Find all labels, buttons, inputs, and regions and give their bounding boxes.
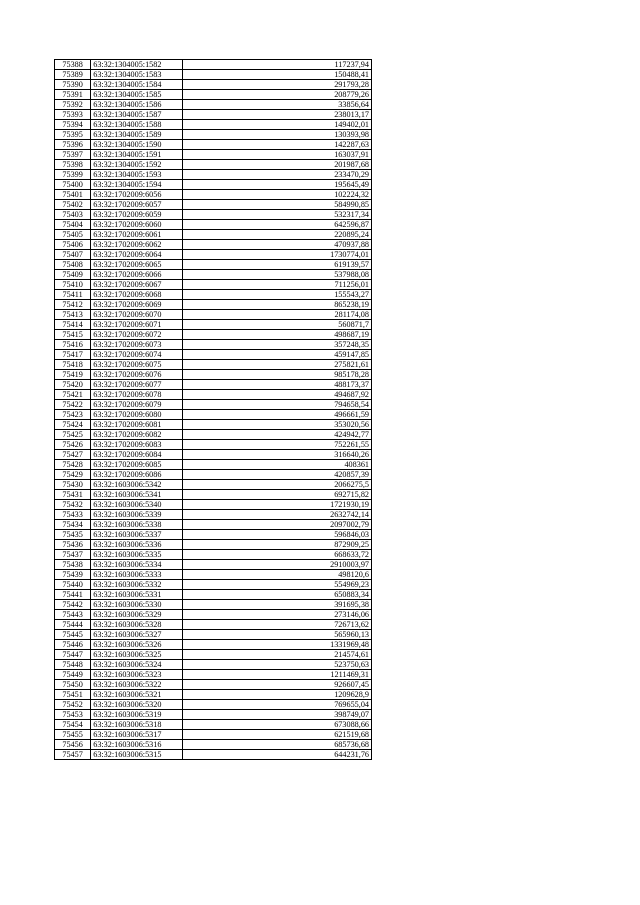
value-cell: 1730774,01 — [182, 250, 371, 260]
cadastral-number-cell: 63:32:1304005:1591 — [91, 150, 183, 160]
value-cell: 769655,04 — [182, 700, 371, 710]
value-cell: 408361 — [182, 460, 371, 470]
cadastral-number-cell: 63:32:1603006:5328 — [91, 620, 183, 630]
value-cell: 33856,64 — [182, 100, 371, 110]
cadastral-number-cell: 63:32:1603006:5333 — [91, 570, 183, 580]
row-number-cell: 75405 — [55, 230, 91, 240]
row-number-cell: 75429 — [55, 470, 91, 480]
value-cell: 642596,87 — [182, 220, 371, 230]
cadastral-number-cell: 63:32:1702009:6068 — [91, 290, 183, 300]
cadastral-number-cell: 63:32:1603006:5321 — [91, 690, 183, 700]
row-number-cell: 75432 — [55, 500, 91, 510]
table-row — [55, 730, 372, 740]
table-row — [55, 60, 372, 70]
cadastral-number-cell: 63:32:1702009:6066 — [91, 270, 183, 280]
cadastral-number-cell: 63:32:1702009:6065 — [91, 260, 183, 270]
cadastral-number-cell: 63:32:1603006:5335 — [91, 550, 183, 560]
row-number-cell: 75391 — [55, 90, 91, 100]
table-row — [55, 340, 372, 350]
table-row — [55, 660, 372, 670]
table-row — [55, 610, 372, 620]
table-row — [55, 460, 372, 470]
row-number-cell: 75389 — [55, 70, 91, 80]
cadastral-number-cell: 63:32:1603006:5341 — [91, 490, 183, 500]
row-number-cell: 75394 — [55, 120, 91, 130]
table-row — [55, 360, 372, 370]
table-row — [55, 410, 372, 420]
row-number-cell: 75453 — [55, 710, 91, 720]
cadastral-number-cell: 63:32:1702009:6069 — [91, 300, 183, 310]
table-row — [55, 530, 372, 540]
value-cell: 163037,91 — [182, 150, 371, 160]
value-cell: 238013,17 — [182, 110, 371, 120]
value-cell: 1209628,9 — [182, 690, 371, 700]
value-cell: 692715,82 — [182, 490, 371, 500]
value-cell: 130393,98 — [182, 130, 371, 140]
table-row — [55, 450, 372, 460]
row-number-cell: 75451 — [55, 690, 91, 700]
cadastral-number-cell: 63:32:1603006:5326 — [91, 640, 183, 650]
cadastral-number-cell: 63:32:1603006:5315 — [91, 750, 183, 760]
table-row — [55, 750, 372, 760]
table-row — [55, 230, 372, 240]
table-row — [55, 320, 372, 330]
value-cell: 357248,35 — [182, 340, 371, 350]
cadastral-number-cell: 63:32:1304005:1585 — [91, 90, 183, 100]
cadastral-number-cell: 63:32:1702009:6082 — [91, 430, 183, 440]
value-cell: 424942,77 — [182, 430, 371, 440]
cadastral-number-cell: 63:32:1603006:5332 — [91, 580, 183, 590]
cadastral-number-cell: 63:32:1702009:6070 — [91, 310, 183, 320]
table-row — [55, 120, 372, 130]
row-number-cell: 75403 — [55, 210, 91, 220]
row-number-cell: 75448 — [55, 660, 91, 670]
value-cell: 316640,26 — [182, 450, 371, 460]
table-row — [55, 280, 372, 290]
row-number-cell: 75416 — [55, 340, 91, 350]
row-number-cell: 75422 — [55, 400, 91, 410]
row-number-cell: 75444 — [55, 620, 91, 630]
table-row — [55, 170, 372, 180]
row-number-cell: 75446 — [55, 640, 91, 650]
value-cell: 794658,54 — [182, 400, 371, 410]
row-number-cell: 75438 — [55, 560, 91, 570]
row-number-cell: 75413 — [55, 310, 91, 320]
cadastral-number-cell: 63:32:1603006:5320 — [91, 700, 183, 710]
table-row — [55, 400, 372, 410]
row-number-cell: 75436 — [55, 540, 91, 550]
table-row — [55, 260, 372, 270]
cadastral-number-cell: 63:32:1603006:5340 — [91, 500, 183, 510]
value-cell: 926607,45 — [182, 680, 371, 690]
row-number-cell: 75401 — [55, 190, 91, 200]
row-number-cell: 75418 — [55, 360, 91, 370]
value-cell: 711256,01 — [182, 280, 371, 290]
row-number-cell: 75417 — [55, 350, 91, 360]
value-cell: 2910003,97 — [182, 560, 371, 570]
value-cell: 644231,76 — [182, 750, 371, 760]
value-cell: 220895,24 — [182, 230, 371, 240]
value-cell: 498120,6 — [182, 570, 371, 580]
row-number-cell: 75396 — [55, 140, 91, 150]
cadastral-number-cell: 63:32:1702009:6084 — [91, 450, 183, 460]
cadastral-number-cell: 63:32:1603006:5316 — [91, 740, 183, 750]
table-row — [55, 720, 372, 730]
table-row — [55, 140, 372, 150]
value-cell: 2066275,5 — [182, 480, 371, 490]
table-row — [55, 150, 372, 160]
table-row — [55, 220, 372, 230]
table-row — [55, 670, 372, 680]
table-row — [55, 740, 372, 750]
row-number-cell: 75437 — [55, 550, 91, 560]
value-cell: 2632742,14 — [182, 510, 371, 520]
value-cell: 275821,61 — [182, 360, 371, 370]
table-row — [55, 600, 372, 610]
value-cell: 865238,19 — [182, 300, 371, 310]
cadastral-number-cell: 63:32:1702009:6071 — [91, 320, 183, 330]
value-cell: 668633,72 — [182, 550, 371, 560]
row-number-cell: 75450 — [55, 680, 91, 690]
row-number-cell: 75430 — [55, 480, 91, 490]
table-row — [55, 110, 372, 120]
row-number-cell: 75455 — [55, 730, 91, 740]
table-row — [55, 190, 372, 200]
cadastral-number-cell: 63:32:1702009:6078 — [91, 390, 183, 400]
cadastral-number-cell: 63:32:1702009:6062 — [91, 240, 183, 250]
value-cell: 584990,85 — [182, 200, 371, 210]
table-row — [55, 630, 372, 640]
cadastral-number-cell: 63:32:1304005:1592 — [91, 160, 183, 170]
table-row — [55, 710, 372, 720]
table-row — [55, 470, 372, 480]
value-cell: 420857,39 — [182, 470, 371, 480]
cadastral-number-cell: 63:32:1702009:6060 — [91, 220, 183, 230]
row-number-cell: 75419 — [55, 370, 91, 380]
table-row — [55, 430, 372, 440]
table-row — [55, 680, 372, 690]
value-cell: 470937,88 — [182, 240, 371, 250]
row-number-cell: 75441 — [55, 590, 91, 600]
table-row — [55, 240, 372, 250]
value-cell: 685736,68 — [182, 740, 371, 750]
cadastral-number-cell: 63:32:1702009:6075 — [91, 360, 183, 370]
row-number-cell: 75408 — [55, 260, 91, 270]
table-row — [55, 590, 372, 600]
value-cell: 726713,62 — [182, 620, 371, 630]
cadastral-number-cell: 63:32:1702009:6074 — [91, 350, 183, 360]
value-cell: 673088,66 — [182, 720, 371, 730]
row-number-cell: 75439 — [55, 570, 91, 580]
cadastral-number-cell: 63:32:1603006:5331 — [91, 590, 183, 600]
row-number-cell: 75440 — [55, 580, 91, 590]
table-row — [55, 550, 372, 560]
cadastral-number-cell: 63:32:1603006:5318 — [91, 720, 183, 730]
cadastral-number-cell: 63:32:1304005:1586 — [91, 100, 183, 110]
table-row — [55, 300, 372, 310]
row-number-cell: 75431 — [55, 490, 91, 500]
table-body — [55, 60, 372, 760]
row-number-cell: 75402 — [55, 200, 91, 210]
cadastral-number-cell: 63:32:1304005:1587 — [91, 110, 183, 120]
row-number-cell: 75452 — [55, 700, 91, 710]
cadastral-number-cell: 63:32:1702009:6077 — [91, 380, 183, 390]
value-cell: 391695,38 — [182, 600, 371, 610]
cadastral-number-cell: 63:32:1603006:5325 — [91, 650, 183, 660]
value-cell: 1721930,19 — [182, 500, 371, 510]
value-cell: 565960,13 — [182, 630, 371, 640]
cadastral-number-cell: 63:32:1304005:1590 — [91, 140, 183, 150]
table-row — [55, 130, 372, 140]
cadastral-number-cell: 63:32:1702009:6076 — [91, 370, 183, 380]
table-row — [55, 520, 372, 530]
table-row — [55, 180, 372, 190]
row-number-cell: 75393 — [55, 110, 91, 120]
table-row — [55, 570, 372, 580]
table-row — [55, 620, 372, 630]
table-row — [55, 390, 372, 400]
table-row — [55, 100, 372, 110]
row-number-cell: 75392 — [55, 100, 91, 110]
table-row — [55, 200, 372, 210]
row-number-cell: 75420 — [55, 380, 91, 390]
cadastral-number-cell: 63:32:1603006:5324 — [91, 660, 183, 670]
value-cell: 398749,07 — [182, 710, 371, 720]
value-cell: 488173,37 — [182, 380, 371, 390]
value-cell: 650883,34 — [182, 590, 371, 600]
table-row — [55, 350, 372, 360]
value-cell: 1331969,48 — [182, 640, 371, 650]
table-row — [55, 330, 372, 340]
cadastral-number-cell: 63:32:1603006:5322 — [91, 680, 183, 690]
cadastral-number-cell: 63:32:1702009:6061 — [91, 230, 183, 240]
cadastral-number-cell: 63:32:1702009:6073 — [91, 340, 183, 350]
table-row — [55, 420, 372, 430]
table-row — [55, 250, 372, 260]
cadastral-number-cell: 63:32:1304005:1583 — [91, 70, 183, 80]
table-row — [55, 510, 372, 520]
value-cell: 621519,68 — [182, 730, 371, 740]
cadastral-number-cell: 63:32:1702009:6086 — [91, 470, 183, 480]
value-cell: 155543,27 — [182, 290, 371, 300]
table-row — [55, 490, 372, 500]
cadastral-number-cell: 63:32:1603006:5337 — [91, 530, 183, 540]
table-row — [55, 160, 372, 170]
row-number-cell: 75433 — [55, 510, 91, 520]
cadastral-number-cell: 63:32:1603006:5329 — [91, 610, 183, 620]
table-row — [55, 310, 372, 320]
cadastral-number-cell: 63:32:1603006:5327 — [91, 630, 183, 640]
value-cell: 459147,85 — [182, 350, 371, 360]
value-cell: 496661,59 — [182, 410, 371, 420]
cadastral-number-cell: 63:32:1304005:1593 — [91, 170, 183, 180]
row-number-cell: 75456 — [55, 740, 91, 750]
table-row — [55, 700, 372, 710]
value-cell: 291793,28 — [182, 80, 371, 90]
table-row — [55, 90, 372, 100]
row-number-cell: 75397 — [55, 150, 91, 160]
row-number-cell: 75414 — [55, 320, 91, 330]
value-cell: 353020,56 — [182, 420, 371, 430]
row-number-cell: 75398 — [55, 160, 91, 170]
cadastral-number-cell: 63:32:1702009:6059 — [91, 210, 183, 220]
row-number-cell: 75428 — [55, 460, 91, 470]
value-cell: 195645,49 — [182, 180, 371, 190]
table-row — [55, 370, 372, 380]
row-number-cell: 75445 — [55, 630, 91, 640]
row-number-cell: 75443 — [55, 610, 91, 620]
value-cell: 494687,92 — [182, 390, 371, 400]
cadastral-number-cell: 63:32:1603006:5317 — [91, 730, 183, 740]
value-cell: 142287,63 — [182, 140, 371, 150]
table-row — [55, 690, 372, 700]
cadastral-number-cell: 63:32:1603006:5319 — [91, 710, 183, 720]
row-number-cell: 75421 — [55, 390, 91, 400]
table-row — [55, 560, 372, 570]
cadastral-number-cell: 63:32:1603006:5334 — [91, 560, 183, 570]
value-cell: 150488,41 — [182, 70, 371, 80]
cadastral-number-cell: 63:32:1603006:5336 — [91, 540, 183, 550]
row-number-cell: 75425 — [55, 430, 91, 440]
cadastral-number-cell: 63:32:1702009:6056 — [91, 190, 183, 200]
row-number-cell: 75449 — [55, 670, 91, 680]
cadastral-number-cell: 63:32:1702009:6067 — [91, 280, 183, 290]
value-cell: 281174,08 — [182, 310, 371, 320]
row-number-cell: 75423 — [55, 410, 91, 420]
table-row — [55, 650, 372, 660]
table-row — [55, 70, 372, 80]
cadastral-number-cell: 63:32:1702009:6064 — [91, 250, 183, 260]
value-cell: 233470,29 — [182, 170, 371, 180]
table-row — [55, 440, 372, 450]
row-number-cell: 75395 — [55, 130, 91, 140]
cadastral-number-cell: 63:32:1304005:1582 — [91, 60, 183, 70]
row-number-cell: 75409 — [55, 270, 91, 280]
table-row — [55, 80, 372, 90]
row-number-cell: 75407 — [55, 250, 91, 260]
value-cell: 752261,55 — [182, 440, 371, 450]
value-cell: 208779,26 — [182, 90, 371, 100]
value-cell: 498687,19 — [182, 330, 371, 340]
cadastral-number-cell: 63:32:1603006:5323 — [91, 670, 183, 680]
value-cell: 214574,61 — [182, 650, 371, 660]
table-row — [55, 290, 372, 300]
value-cell: 554969,23 — [182, 580, 371, 590]
row-number-cell: 75426 — [55, 440, 91, 450]
cadastral-number-cell: 63:32:1702009:6057 — [91, 200, 183, 210]
value-cell: 523750,63 — [182, 660, 371, 670]
table-row — [55, 480, 372, 490]
cadastral-number-cell: 63:32:1702009:6080 — [91, 410, 183, 420]
row-number-cell: 75404 — [55, 220, 91, 230]
value-cell: 273146,06 — [182, 610, 371, 620]
value-cell: 201987,68 — [182, 160, 371, 170]
cadastral-number-cell: 63:32:1603006:5339 — [91, 510, 183, 520]
row-number-cell: 75410 — [55, 280, 91, 290]
row-number-cell: 75424 — [55, 420, 91, 430]
table-row — [55, 500, 372, 510]
table-row — [55, 270, 372, 280]
row-number-cell: 75390 — [55, 80, 91, 90]
cadastral-number-cell: 63:32:1702009:6083 — [91, 440, 183, 450]
row-number-cell: 75457 — [55, 750, 91, 760]
value-cell: 532317,34 — [182, 210, 371, 220]
cadastral-number-cell: 63:32:1603006:5338 — [91, 520, 183, 530]
value-cell: 537988,08 — [182, 270, 371, 280]
cadastral-value-table — [54, 59, 372, 760]
cadastral-number-cell: 63:32:1603006:5330 — [91, 600, 183, 610]
value-cell: 596846,03 — [182, 530, 371, 540]
row-number-cell: 75400 — [55, 180, 91, 190]
table-row — [55, 640, 372, 650]
value-cell: 619139,57 — [182, 260, 371, 270]
row-number-cell: 75399 — [55, 170, 91, 180]
table-row — [55, 380, 372, 390]
cadastral-number-cell: 63:32:1304005:1589 — [91, 130, 183, 140]
row-number-cell: 75434 — [55, 520, 91, 530]
cadastral-number-cell: 63:32:1603006:5342 — [91, 480, 183, 490]
value-cell: 985178,28 — [182, 370, 371, 380]
row-number-cell: 75415 — [55, 330, 91, 340]
cadastral-number-cell: 63:32:1304005:1594 — [91, 180, 183, 190]
cadastral-number-cell: 63:32:1702009:6085 — [91, 460, 183, 470]
cadastral-number-cell: 63:32:1304005:1584 — [91, 80, 183, 90]
cadastral-number-cell: 63:32:1304005:1588 — [91, 120, 183, 130]
row-number-cell: 75454 — [55, 720, 91, 730]
row-number-cell: 75412 — [55, 300, 91, 310]
row-number-cell: 75406 — [55, 240, 91, 250]
row-number-cell: 75388 — [55, 60, 91, 70]
cadastral-number-cell: 63:32:1702009:6081 — [91, 420, 183, 430]
value-cell: 117237,94 — [182, 60, 371, 70]
table-row — [55, 580, 372, 590]
value-cell: 1211469,31 — [182, 670, 371, 680]
value-cell: 872909,25 — [182, 540, 371, 550]
row-number-cell: 75411 — [55, 290, 91, 300]
row-number-cell: 75427 — [55, 450, 91, 460]
value-cell: 149402,01 — [182, 120, 371, 130]
value-cell: 560871,7 — [182, 320, 371, 330]
value-cell: 2097002,79 — [182, 520, 371, 530]
cadastral-number-cell: 63:32:1702009:6072 — [91, 330, 183, 340]
value-cell: 102224,32 — [182, 190, 371, 200]
cadastral-number-cell: 63:32:1702009:6079 — [91, 400, 183, 410]
row-number-cell: 75447 — [55, 650, 91, 660]
row-number-cell: 75442 — [55, 600, 91, 610]
table-row — [55, 210, 372, 220]
table-row — [55, 540, 372, 550]
row-number-cell: 75435 — [55, 530, 91, 540]
